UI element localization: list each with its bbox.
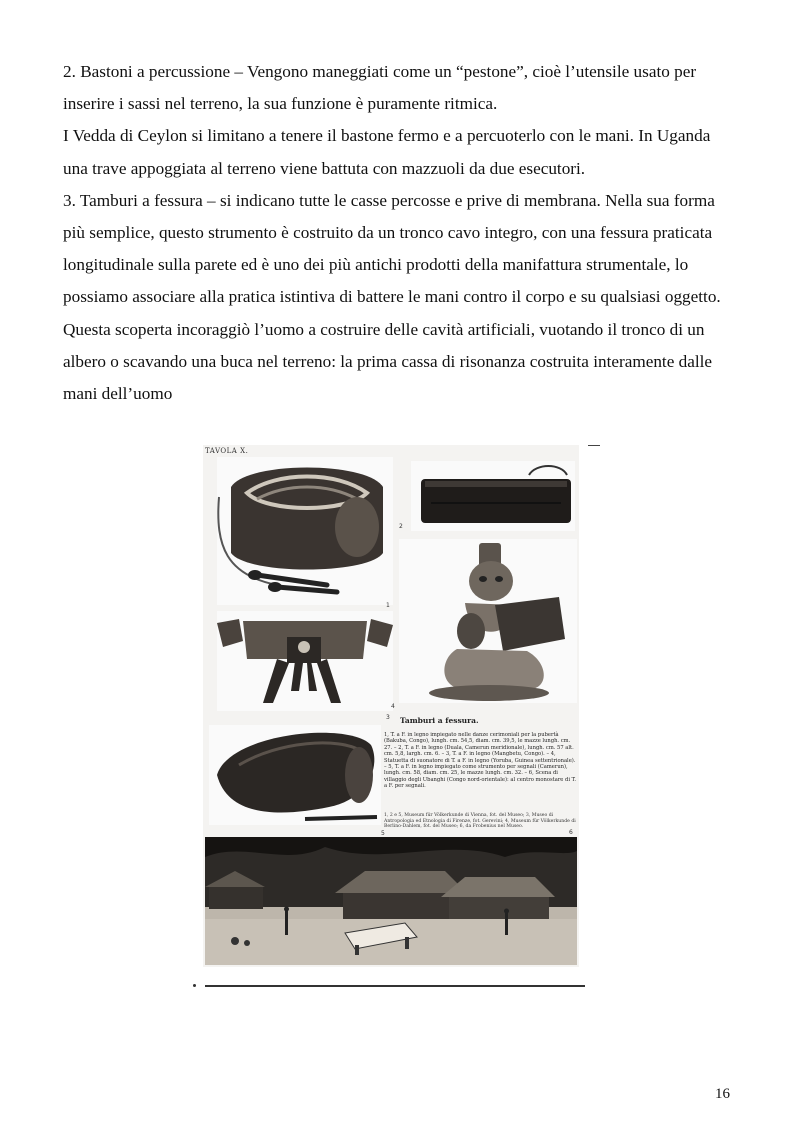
plate-header: TAVOLA X. xyxy=(205,447,249,455)
photo-1-drum-with-mallets xyxy=(217,457,393,605)
photo-2-box-drum xyxy=(411,461,575,531)
scan-dot xyxy=(193,984,196,987)
photo-number-5: 5 xyxy=(381,830,385,837)
paragraph-vedda: I Vedda di Ceylon si limitano a tenere il bastone fermo e a percuoterlo con le mani. In Uganda una trave appoggiata al terreno viene battuta con mazzuoli da due esecutori. xyxy=(63,126,711,178)
scan-line xyxy=(205,985,585,987)
illustration-plate xyxy=(203,445,579,967)
body-text xyxy=(63,56,733,410)
photo-number-4: 4 xyxy=(391,703,395,710)
photo-5-log-drum xyxy=(209,725,381,825)
caption-photo-credits: 1, 2 e 5, Museum für Völkerkunde di Vienna, fot. del Museo; 3, Museo di Antropologia ed Etnologia di Firenze, fot. Gerevini; 4, Museum für Völkerkunde di Berlino-Dahlem, fot. del Museo; 6, da Frobenius nel Museo. xyxy=(384,813,576,830)
photo-3-carved-slit-drum xyxy=(217,611,393,711)
village-scene-picture xyxy=(205,837,577,965)
scan-mark xyxy=(588,445,600,446)
log-drum-picture xyxy=(209,725,381,825)
paragraph-tamburi: 3. Tamburi a fessura – si indicano tutte le casse percosse e prive di membrana. Nella sua forma più semplice, questo strumento è costruito da un tronco cavo integro, con una fessura praticata longitudinale sulla parete ed è uno dei più antichi prodotti della manifattura strumentale, lo possiamo associare alla pratica istintiva di battere le mani contro il corpo e su qualsiasi oggetto. Questa scoperta incoraggiò l’uomo a costruire delle cavità artificiali, vuotando il tronco di un albero o scavando una buca nel terreno: la prima cassa di risonanza costruita interamente dalle xyxy=(63,190,721,371)
carved-drum-picture xyxy=(217,611,393,711)
statuette-picture xyxy=(399,539,577,703)
photo-number-3: 3 xyxy=(386,714,390,721)
page-number: 16 xyxy=(715,1086,730,1102)
caption-title: Tamburi a fessura. xyxy=(400,716,479,725)
photo-4-drummer-statuette xyxy=(399,539,577,703)
photo-6-village-scene xyxy=(205,837,577,965)
box-drum-picture xyxy=(411,461,575,531)
paragraph-bastoni: 2. Bastoni a percussione – Vengono maneggiati come un “pestone”, cioè l’utensile usato per inserire i sassi nel terreno, la sua funzione è puramente ritmica. xyxy=(63,62,697,114)
drum-mallets-picture xyxy=(217,457,393,605)
photo-number-1: 1 xyxy=(386,602,390,609)
photo-number-2: 2 xyxy=(399,523,403,530)
paragraph-mani: mani dell’uomo xyxy=(63,384,173,404)
caption-body: 1, T. a F. in legno impiegato nelle danze cerimoniali per la pubertà (Bakuba, Congo), lungh. cm. 54,5, diam. cm. 39,5, le mazze lungh. cm. 27. – 2, T. a F. in legno (Duala, Camerun meridionale), lungh. cm. 57 alt. cm. 5,8, largh. cm. 6. – 3, T. a F. in legno (Mangbetu, Congo). – 4, Statuetta di suonatore di T. a F. in legno (Yoruba, Guinea settentrionale). – 5, T. a F. in legno impiegato come strumento per segnali (Camerun), lungh. cm. 58, diam. cm. 25, le mazze lungh. cm. 32. – 6, Scena di villaggio degli Ubanghi (Congo nord-orientale): al centro monostare di T. a F. per segnali. xyxy=(384,732,576,790)
photo-number-6: 6 xyxy=(569,829,573,836)
